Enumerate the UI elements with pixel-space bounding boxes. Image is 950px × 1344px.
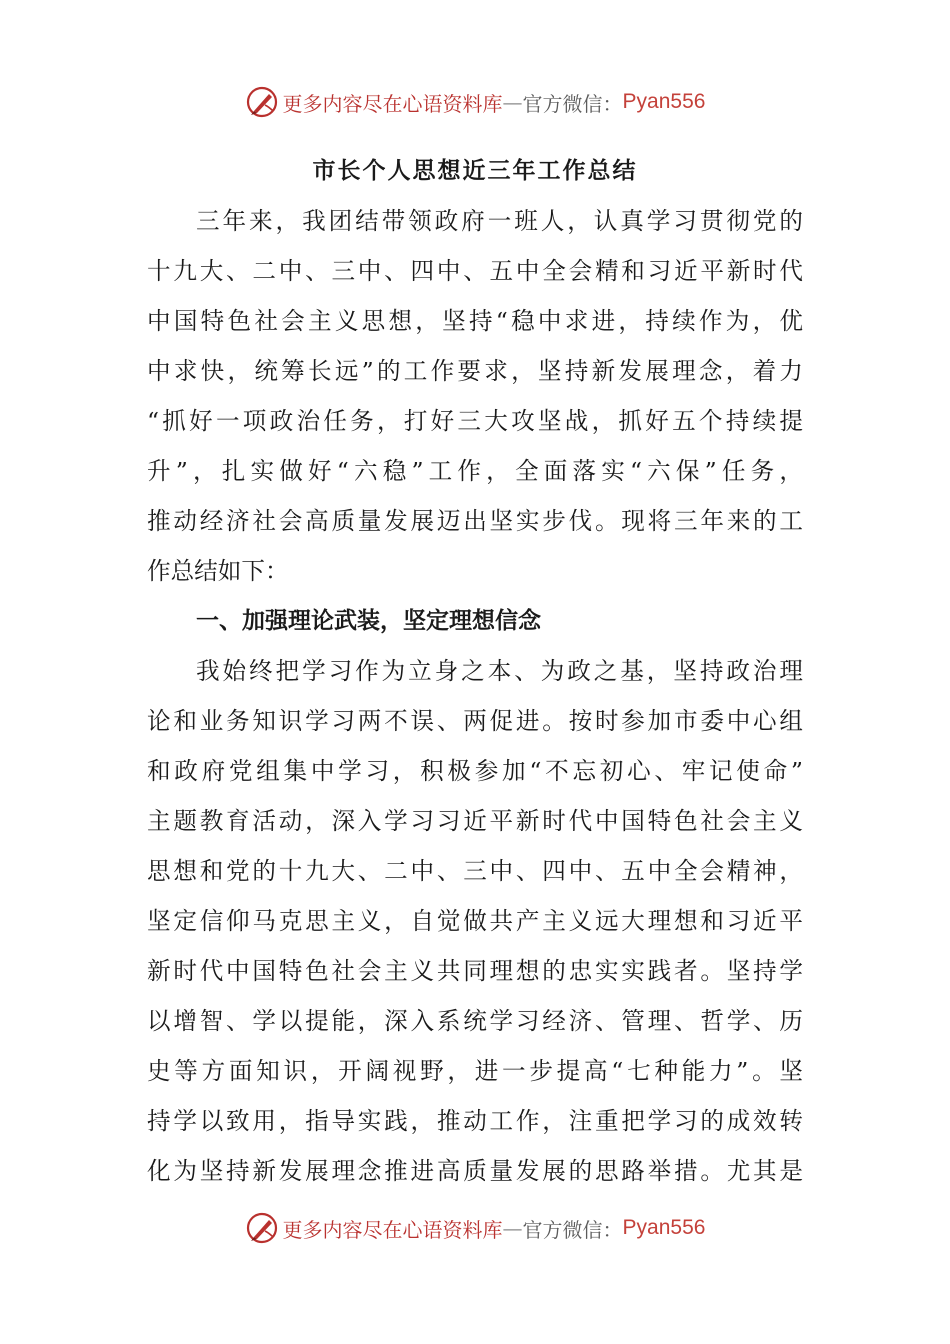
banner-separator: —	[502, 1216, 523, 1240]
text-line: 史等方面知识，开阔视野，进一步提高“七种能力”。坚	[147, 1057, 803, 1085]
pen-logo-icon	[245, 85, 279, 119]
header-banner	[0, 82, 950, 122]
document-title: 市长个人思想近三年工作总结	[312, 158, 638, 184]
pen-logo-icon	[245, 1211, 279, 1245]
banner-wechat-label: 官方微信：	[522, 1217, 623, 1242]
section-heading: 一、加强理论武装，坚定理想信念	[196, 608, 541, 634]
text-line: 十九大、二中、三中、四中、五中全会精和习近平新时代	[147, 257, 803, 285]
banner-separator: —	[502, 90, 523, 114]
banner-text: 更多内容尽在心语资料库	[282, 91, 503, 116]
text-line: 三年来，我团结带领政府一班人，认真学习贯彻党的	[196, 207, 803, 235]
banner-wechat-id: Pyan556	[622, 90, 706, 113]
section1-paragraph	[147, 646, 803, 1196]
banner-wechat-label: 官方微信：	[522, 91, 623, 116]
text-line: 思想和党的十九大、二中、三中、四中、五中全会精神，	[147, 857, 803, 885]
banner-text: 更多内容尽在心语资料库	[282, 1217, 503, 1242]
text-line: “抓好一项政治任务，打好三大攻坚战，抓好五个持续提	[147, 407, 803, 435]
banner-wechat-id: Pyan556	[622, 1216, 706, 1239]
text-line: 升”，扎实做好“六稳”工作，全面落实“六保”任务，	[147, 457, 803, 485]
footer-banner	[0, 1208, 950, 1248]
text-line: 中国特色社会主义思想，坚持“稳中求进，持续作为，优	[147, 307, 803, 335]
text-line: 中求快，统筹长远”的工作要求，坚持新发展理念，着力	[147, 357, 803, 385]
text-line: 以增智、学以提能，深入系统学习经济、管理、哲学、历	[147, 1007, 803, 1035]
text-line: 推动经济社会高质量发展迈出坚实步伐。现将三年来的工	[147, 507, 803, 535]
text-line: 新时代中国特色社会主义共同理想的忠实实践者。坚持学	[147, 957, 803, 985]
text-line: 主题教育活动，深入学习习近平新时代中国特色社会主义	[147, 807, 803, 835]
text-line: 坚定信仰马克思主义，自觉做共产主义远大理想和习近平	[147, 907, 803, 935]
text-line: 作总结如下：	[147, 557, 289, 585]
text-line: 我始终把学习作为立身之本、为政之基，坚持政治理	[196, 657, 803, 685]
intro-paragraph	[147, 196, 803, 596]
text-line: 和政府党组集中学习，积极参加“不忘初心、牢记使命”	[147, 757, 803, 785]
document-body	[147, 196, 803, 1196]
text-line: 持学以致用，指导实践，推动工作，注重把学习的成效转	[147, 1107, 803, 1135]
text-line: 论和业务知识学习两不误、两促进。按时参加市委中心组	[147, 707, 803, 735]
text-line: 化为坚持新发展理念推进高质量发展的思路举措。尤其是	[147, 1157, 803, 1185]
